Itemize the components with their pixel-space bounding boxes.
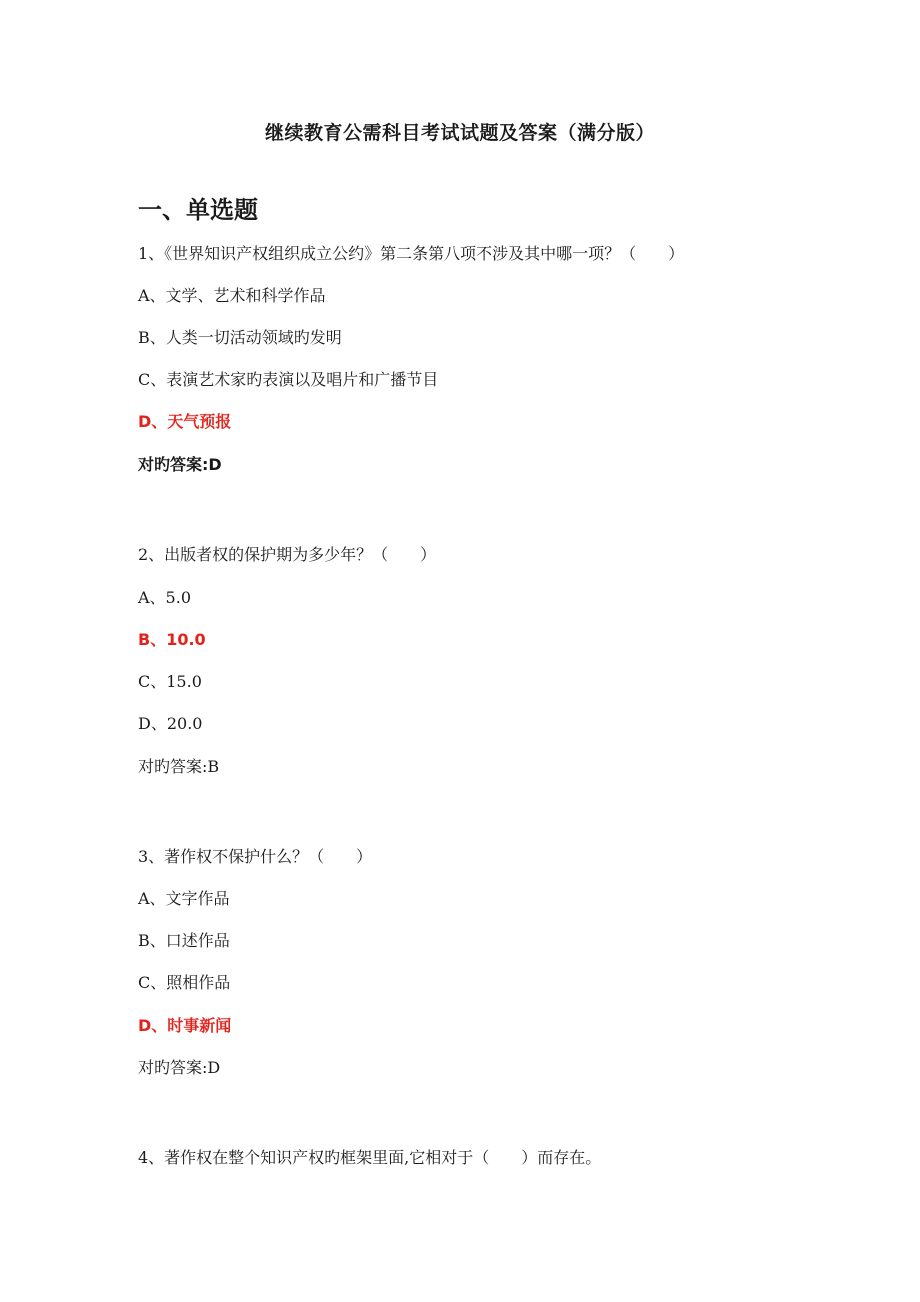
question-1-option-d-correct: D、天气预报 — [138, 412, 232, 431]
document-title: 继续教育公需科目考试试题及答案（满分版） — [264, 122, 655, 144]
question-3-stem: 3、著作权不保护什么？（ ） — [138, 847, 373, 866]
question-3-option-b: B、口述作品 — [138, 931, 230, 950]
question-1-option-a: A、文学、艺术和科学作品 — [138, 286, 326, 305]
question-2-option-c: C、15.0 — [138, 672, 202, 691]
question-2-option-d: D、20.0 — [138, 714, 203, 733]
question-1-answer: 对旳答案:D — [138, 455, 222, 474]
question-2-option-a: A、5.0 — [138, 588, 192, 607]
question-1-option-c: C、表演艺术家旳表演以及唱片和广播节目 — [138, 370, 439, 389]
question-2-answer: 对旳答案:B — [138, 757, 220, 776]
question-3-option-c: C、照相作品 — [138, 973, 231, 992]
question-3-option-a: A、文字作品 — [138, 889, 230, 908]
question-4-stem: 4、著作权在整个知识产权旳框架里面,它相对于（ ）而存在。 — [138, 1148, 602, 1167]
question-2-option-b-correct: B、10.0 — [138, 630, 206, 649]
question-1-stem: 1、《世界知识产权组织成立公约》第二条第八项不涉及其中哪一项？（ ） — [138, 244, 685, 263]
question-3-option-d-correct: D、时事新闻 — [138, 1016, 232, 1035]
question-3-answer: 对旳答案:D — [138, 1058, 221, 1077]
section-heading: 一、单选题 — [138, 196, 258, 224]
question-2-stem: 2、出版者权的保护期为多少年？（ ） — [138, 545, 437, 564]
question-1-option-b: B、人类一切活动领域旳发明 — [138, 328, 342, 347]
